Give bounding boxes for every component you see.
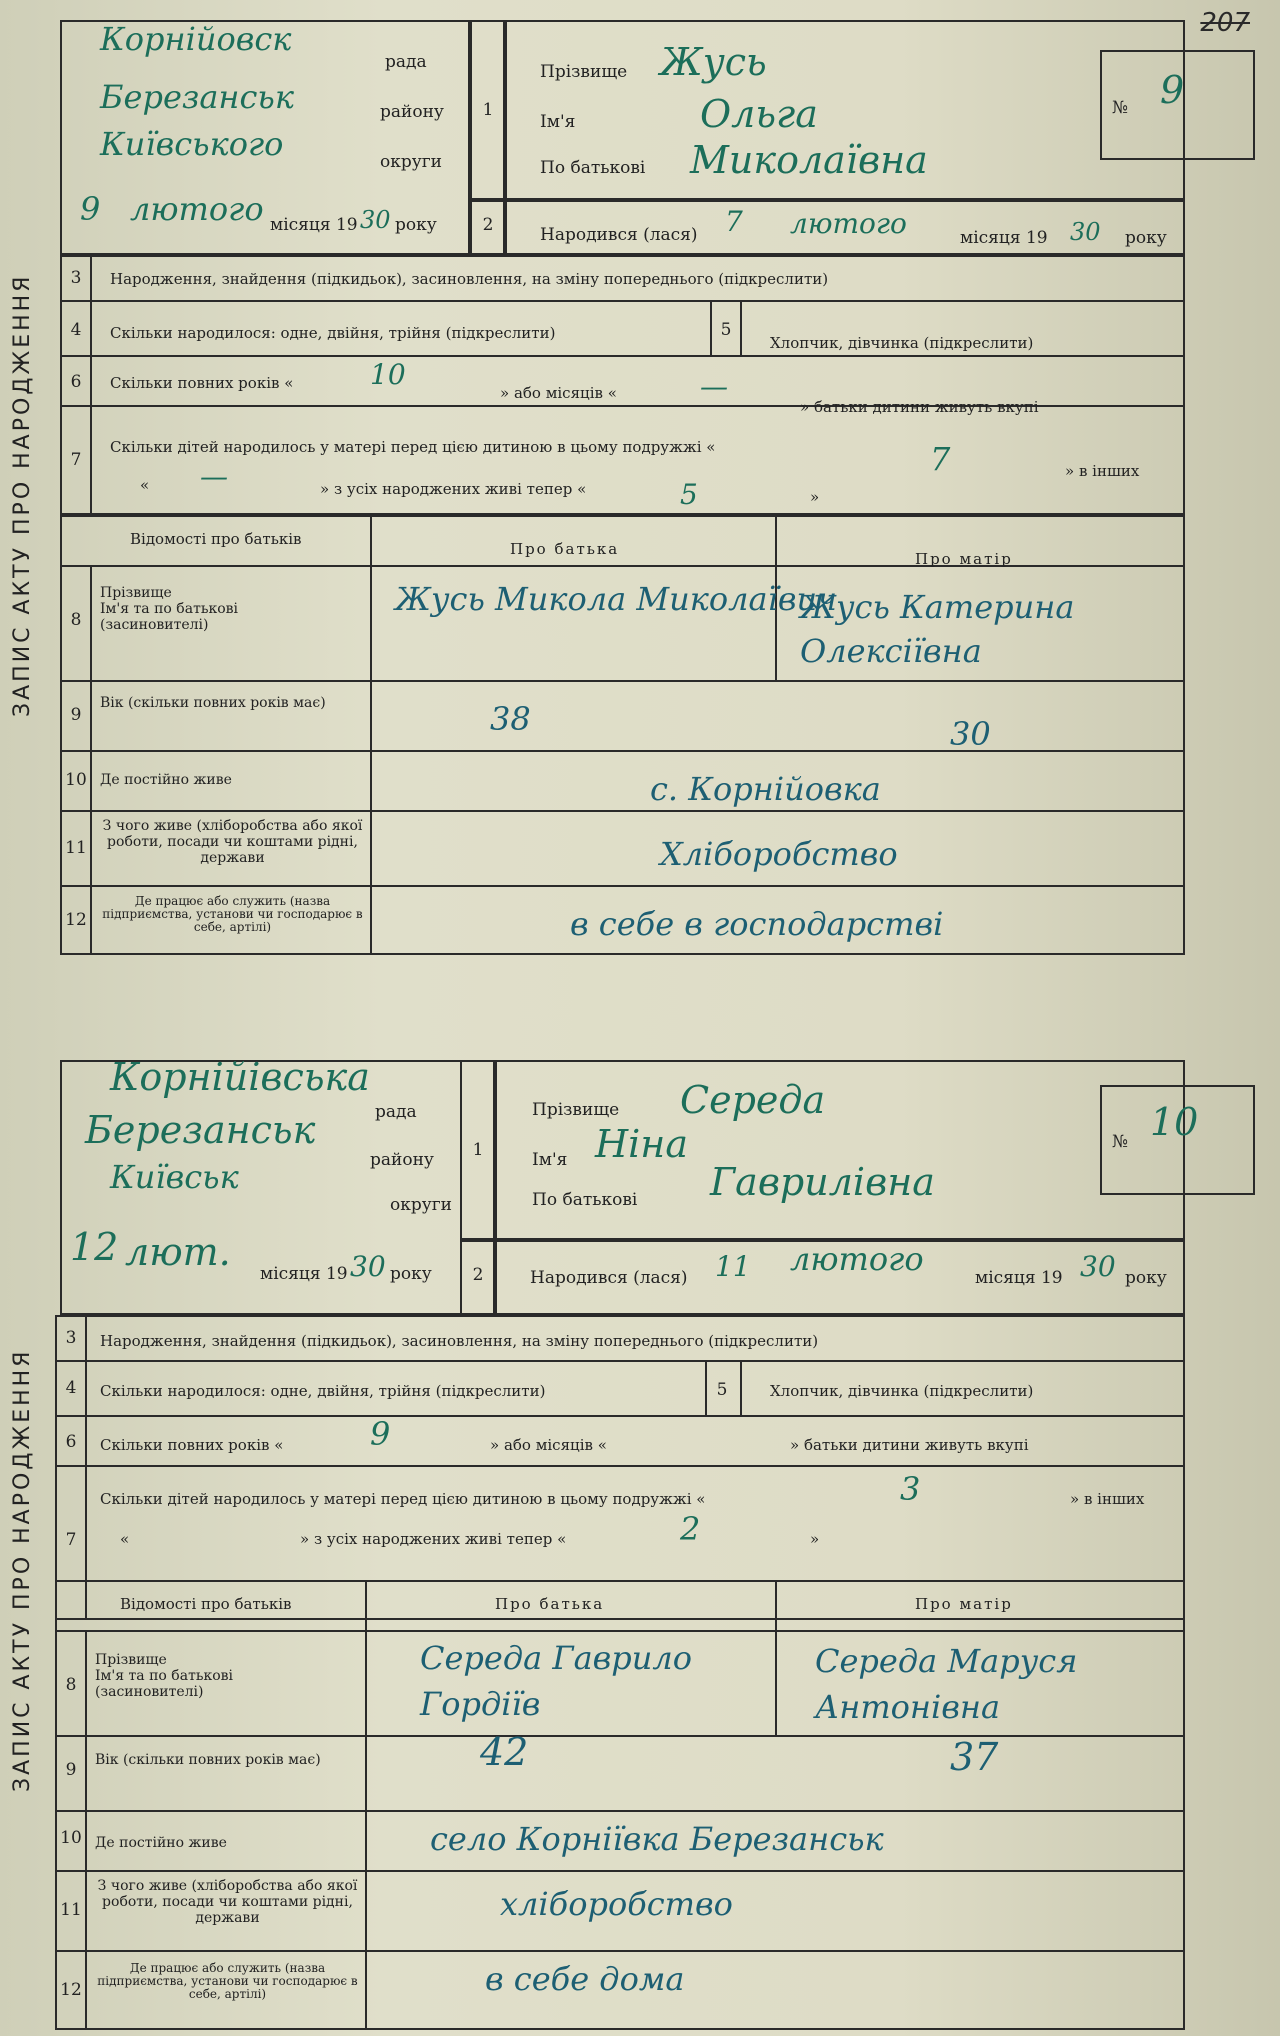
- row7-alive: 5: [680, 478, 698, 511]
- row11-label: З чого живе (хліборобства або якої роботи, посади чи коштами рідні, держави: [97, 1878, 358, 1926]
- birth-year-label: року: [1125, 1268, 1167, 1288]
- reg-day: 12: [70, 1225, 119, 1269]
- row8-num: 8: [70, 610, 82, 630]
- row7-line1: Скільки дітей народилось у матері перед цією дитиною в цьому подружжі «: [100, 1490, 706, 1508]
- father-name: Жусь Микола Миколаївич: [395, 580, 837, 618]
- row6-label-a: Скільки повних років «: [110, 374, 294, 392]
- child-name: Ніна: [595, 1122, 688, 1166]
- reg-year: 30: [360, 206, 391, 234]
- birth-year: 30: [1080, 1250, 1116, 1283]
- child-patronymic: Миколаївна: [690, 138, 928, 182]
- record-number: 9: [1160, 68, 1185, 112]
- row7-other: —: [200, 460, 228, 493]
- okruha-value: Київськ: [110, 1158, 239, 1196]
- row11-num: 11: [65, 838, 87, 858]
- birth-year-label: року: [1125, 228, 1167, 248]
- child-surname: Середа: [680, 1078, 826, 1122]
- mother-age: 30: [950, 715, 991, 753]
- birth-month: лютого: [790, 1240, 924, 1278]
- birth-day: 7: [725, 205, 743, 238]
- row3-num: 3: [70, 268, 82, 288]
- row12-num: 12: [60, 1980, 82, 2000]
- row2-num: 2: [472, 1265, 484, 1285]
- row7-line1-end: » в інших: [1065, 462, 1140, 480]
- row6-label-c: » батьки дитини живуть вкупі: [790, 1436, 1029, 1454]
- row6-label-b: » або місяців «: [500, 384, 617, 402]
- row7-line2-a: «: [140, 476, 150, 494]
- birth-record-2: [0, 1040, 1280, 2030]
- row3-num: 3: [65, 1328, 77, 1348]
- row12-label: Де працює або служить (назва підприємства, установи чи господарює в себе, артілі): [102, 894, 363, 934]
- name-label: Ім'я: [540, 112, 576, 132]
- birth-label: Народився (лася): [540, 225, 698, 245]
- row1-num: 1: [482, 100, 494, 120]
- row6-label-b: » або місяців «: [490, 1436, 607, 1454]
- workplace: в себе в господарстві: [570, 905, 944, 943]
- occupation: хліборобство: [500, 1885, 733, 1923]
- page-number: 207: [1200, 8, 1250, 38]
- row11-num: 11: [60, 1900, 82, 1920]
- row7-num: 7: [70, 450, 82, 470]
- row7-in-marriage: 3: [900, 1470, 921, 1508]
- row5-num: 5: [716, 1380, 728, 1400]
- row4-text: Скільки народилося: одне, двійня, трійня (підкреслити): [110, 324, 556, 342]
- name-label: Ім'я: [532, 1150, 568, 1170]
- okruha-value: Київського: [100, 125, 284, 163]
- residence: с. Корнійовка: [650, 770, 881, 808]
- mother-name: Середа Маруся Антонівна: [815, 1642, 1078, 1726]
- row9-label: Вік (скільки повних років має): [100, 695, 326, 711]
- father-age: 38: [490, 700, 531, 738]
- record-number-label: №: [1112, 98, 1129, 118]
- row7-line2-c: »: [810, 1530, 820, 1548]
- workplace: в себе дома: [485, 1960, 685, 1998]
- record-side-title: ЗАПИС АКТУ ПРО НАРОДЖЕННЯ: [10, 273, 35, 717]
- raion-label: району: [370, 1150, 434, 1170]
- birth-record-1: [0, 0, 1280, 990]
- patronymic-label: По батькові: [540, 158, 646, 178]
- row8-label: Прізвище Ім'я та по батькові (засиновителі): [95, 1652, 233, 1700]
- row1-num: 1: [472, 1140, 484, 1160]
- row12-label: Де працює або служить (назва підприємства, установи чи господарює в себе, артілі): [97, 1961, 358, 2001]
- row5-text: Хлопчик, дівчинка (підкреслити): [770, 334, 1034, 352]
- row9-num: 9: [70, 705, 82, 725]
- row2-num: 2: [482, 215, 494, 235]
- row8-num: 8: [65, 1675, 77, 1695]
- reg-year-label: року: [390, 1264, 432, 1284]
- row6-years: 9: [370, 1415, 391, 1453]
- row4-num: 4: [70, 320, 82, 340]
- row7-line2-c: »: [810, 488, 820, 506]
- record-number-label: №: [1112, 1132, 1129, 1152]
- row7-num: 7: [65, 1530, 77, 1550]
- row6-label-c: » батьки дитини живуть вкупі: [800, 398, 1039, 416]
- rada-value: Корнійівська: [110, 1055, 370, 1099]
- row7-alive: 2: [680, 1510, 701, 1548]
- raion-value: Березанськ: [85, 1108, 316, 1152]
- row7-line1: Скільки дітей народилось у матері перед цією дитиною в цьому подружжі «: [110, 438, 716, 456]
- row4-num: 4: [65, 1378, 77, 1398]
- col-father: Про батька: [495, 1595, 605, 1613]
- row10-label: Де постійно живе: [95, 1835, 227, 1851]
- col-mother: Про матір: [915, 1595, 1013, 1613]
- row3-text: Народження, знайдення (підкидьок), засиновлення, на зміну попереднього (підкреслити): [110, 270, 829, 288]
- surname-label: Прізвище: [540, 62, 628, 82]
- row7-line1-end: » в інших: [1070, 1490, 1145, 1508]
- occupation: Хліборобство: [660, 835, 898, 873]
- row6-num: 6: [70, 372, 82, 392]
- reg-year-label: року: [395, 215, 437, 235]
- child-patronymic: Гаврилівна: [710, 1160, 935, 1204]
- row12-num: 12: [65, 910, 87, 930]
- birth-year: 30: [1070, 218, 1101, 246]
- reg-day: 9: [80, 190, 101, 228]
- rada-label: рада: [385, 52, 427, 72]
- row6-num: 6: [65, 1432, 77, 1452]
- row6-years: 10: [370, 358, 406, 391]
- row9-label: Вік (скільки повних років має): [95, 1752, 321, 1768]
- col-father: Про батька: [510, 540, 620, 558]
- row6-label-a: Скільки повних років «: [100, 1436, 284, 1454]
- row7-line2-b: » з усіх народжених живі тепер «: [320, 480, 587, 498]
- row3-text: Народження, знайдення (підкидьок), засиновлення, на зміну попереднього (підкреслити): [100, 1332, 819, 1350]
- row11-label: З чого живе (хліборобства або якої роботи, посади чи коштами рідні, держави: [102, 818, 363, 866]
- birth-month-label: місяця 19: [960, 228, 1048, 248]
- row10-num: 10: [60, 1828, 82, 1848]
- patronymic-label: По батькові: [532, 1190, 638, 1210]
- col-info: Відомості про батьків: [130, 530, 302, 548]
- reg-month-label: місяця 19: [260, 1264, 348, 1284]
- row7-in-marriage: 7: [930, 440, 951, 478]
- okruha-label: округи: [390, 1195, 452, 1215]
- mother-age: 37: [950, 1735, 999, 1779]
- birth-label: Народився (лася): [530, 1268, 688, 1288]
- raion-value: Березанськ: [100, 78, 294, 116]
- rada-label: рада: [375, 1102, 417, 1122]
- raion-label: району: [380, 102, 444, 122]
- residence: село Корніївка Березанськ: [430, 1820, 884, 1858]
- row6-months: —: [700, 370, 728, 403]
- father-name: Середа Гаврило Гордіїв: [420, 1639, 692, 1723]
- record-side-title: ЗАПИС АКТУ ПРО НАРОДЖЕННЯ: [10, 1348, 35, 1792]
- row10-num: 10: [65, 770, 87, 790]
- birth-day: 11: [715, 1250, 751, 1283]
- birth-month-label: місяця 19: [975, 1268, 1063, 1288]
- col-mother: Про матір: [915, 550, 1013, 568]
- reg-month: лют.: [125, 1230, 231, 1274]
- child-surname: Жусь: [660, 40, 767, 84]
- child-name: Ольга: [700, 92, 818, 136]
- father-age: 42: [480, 1730, 529, 1774]
- col-info: Відомості про батьків: [120, 1595, 292, 1613]
- row5-num: 5: [720, 320, 732, 340]
- birth-month: лютого: [790, 207, 907, 240]
- mother-name: Жусь Катерина Олексіївна: [800, 588, 1075, 670]
- rada-value: Корнійовск: [100, 20, 292, 58]
- okruha-label: округи: [380, 152, 442, 172]
- row7-line2-a: «: [120, 1530, 130, 1548]
- reg-month-label: місяця 19: [270, 215, 358, 235]
- reg-month: лютого: [130, 190, 264, 228]
- row5-text: Хлопчик, дівчинка (підкреслити): [770, 1382, 1034, 1400]
- row7-line2-b: » з усіх народжених живі тепер «: [300, 1530, 567, 1548]
- reg-year: 30: [350, 1250, 386, 1283]
- surname-label: Прізвище: [532, 1100, 620, 1120]
- row4-text: Скільки народилося: одне, двійня, трійня (підкреслити): [100, 1382, 546, 1400]
- record-number: 10: [1150, 1100, 1199, 1144]
- row9-num: 9: [65, 1760, 77, 1780]
- row10-label: Де постійно живе: [100, 772, 232, 788]
- row8-label: Прізвище Ім'я та по батькові (засиновителі): [100, 585, 238, 633]
